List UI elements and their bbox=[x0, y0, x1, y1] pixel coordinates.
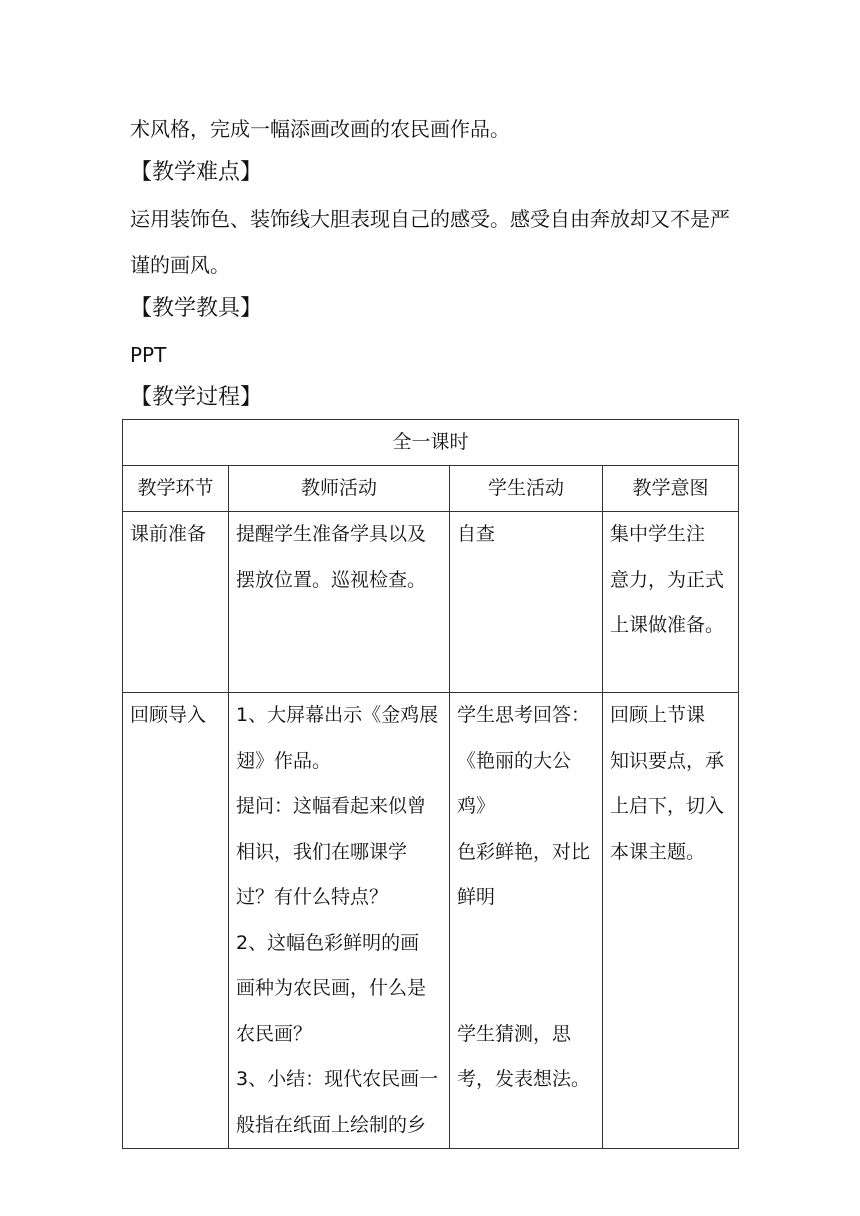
cell-intent bbox=[603, 693, 739, 1149]
header-stage: 教学环节 bbox=[123, 466, 229, 512]
intent-line: 集中学生注 bbox=[610, 523, 706, 545]
student-line: 考，发表想法。 bbox=[457, 1068, 591, 1090]
table-row bbox=[123, 693, 739, 1149]
header-student: 学生活动 bbox=[450, 466, 603, 512]
tools-text: PPT bbox=[130, 343, 167, 367]
intent-line: 知识要点，承 bbox=[610, 749, 725, 772]
intent-line: 上启下，切入 bbox=[610, 795, 725, 817]
intent-line: 回顾上节课 bbox=[610, 704, 706, 726]
student-line: 鲜明 bbox=[457, 886, 496, 908]
teacher-line: 般指在纸面上绘制的乡 bbox=[236, 1113, 427, 1136]
difficulty-line-2: 谨的画风。 bbox=[130, 253, 230, 277]
table-title-row bbox=[123, 420, 739, 466]
process-heading: 【教学过程】 bbox=[130, 385, 263, 410]
cell-teacher bbox=[229, 512, 450, 693]
header-teacher: 教师活动 bbox=[229, 466, 450, 512]
intent-line: 本课主题。 bbox=[610, 840, 706, 863]
lesson-table bbox=[122, 419, 739, 1149]
teacher-line: 提醒学生准备学具以及 bbox=[236, 523, 427, 545]
intent-line: 上课做准备。 bbox=[610, 614, 725, 636]
cell-student bbox=[450, 512, 603, 693]
student-line: 《艳丽的大公 bbox=[457, 749, 572, 772]
tools-heading: 【教学教具】 bbox=[130, 296, 263, 321]
student-line bbox=[457, 966, 598, 1012]
student-line: 学生猜测，思 bbox=[457, 1022, 572, 1045]
teacher-line: 画种为农民画，什么是 bbox=[236, 977, 427, 999]
cell-stage bbox=[123, 693, 229, 1149]
intro-line: 术风格，完成一幅添画改画的农民画作品。 bbox=[130, 117, 510, 141]
cell-student bbox=[450, 693, 603, 1149]
teacher-line: 过？有什么特点？ bbox=[236, 886, 389, 908]
stage-text: 课前准备 bbox=[130, 523, 207, 545]
teacher-line: 摆放位置。巡视检查。 bbox=[236, 568, 427, 591]
table-title: 全一课时 bbox=[123, 420, 739, 466]
student-line: 学生思考回答： bbox=[457, 704, 591, 726]
student-line bbox=[457, 921, 598, 967]
teacher-line: 3、小结：现代农民画一 bbox=[236, 1068, 439, 1090]
difficulty-line-1: 运用装饰色、装饰线大胆表现自己的感受。感受自由奔放却又不是严 bbox=[130, 207, 730, 231]
teacher-line: 1、大屏幕出示《金鸡展 bbox=[236, 704, 439, 726]
teacher-line: 农民画？ bbox=[236, 1022, 313, 1045]
difficulty-heading: 【教学难点】 bbox=[130, 160, 263, 185]
intent-line: 意力，为正式 bbox=[610, 568, 725, 591]
teacher-line: 翅》作品。 bbox=[236, 749, 332, 772]
teacher-line: 提问：这幅看起来似曾 bbox=[236, 795, 427, 817]
student-line: 自查 bbox=[457, 523, 496, 545]
table-header-row bbox=[123, 466, 739, 512]
header-intent: 教学意图 bbox=[603, 466, 739, 512]
table-row bbox=[123, 512, 739, 693]
student-line: 鸡》 bbox=[457, 795, 496, 817]
stage-text: 回顾导入 bbox=[130, 704, 207, 726]
student-line: 色彩鲜艳，对比 bbox=[457, 840, 591, 863]
teacher-line: 相识，我们在哪课学 bbox=[236, 840, 408, 863]
cell-stage bbox=[123, 512, 229, 693]
cell-teacher bbox=[229, 693, 450, 1149]
cell-intent bbox=[603, 512, 739, 693]
teacher-line: 2、这幅色彩鲜明的画 bbox=[236, 931, 420, 954]
